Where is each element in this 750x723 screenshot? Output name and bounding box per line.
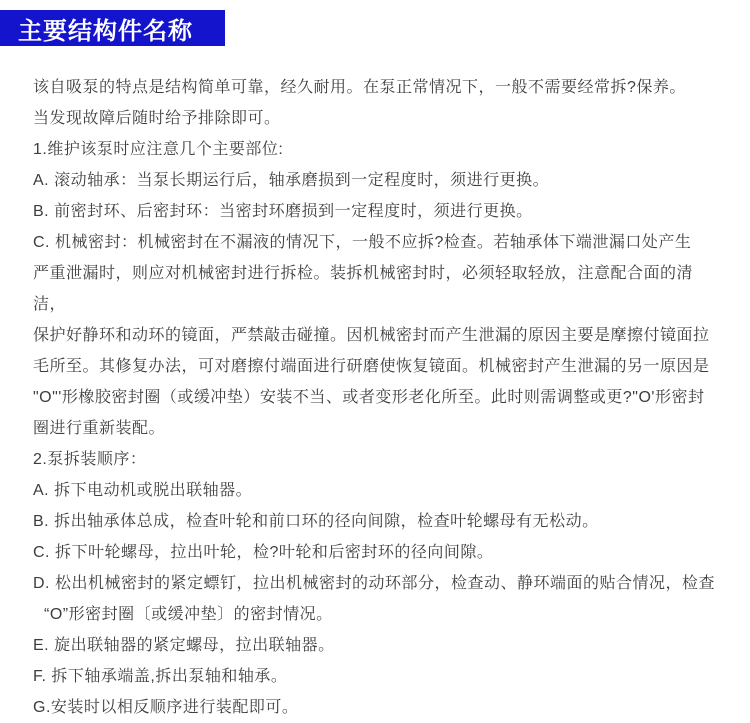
body-line: 2.泵拆装顺序： [33,451,147,468]
body-line: 圈进行重新装配。 [33,420,166,437]
body-line: 当发现故障后随时给予排除即可。 [33,110,281,127]
body-line: C. 机械密封：机械密封在不漏液的情况下，一般不应拆?检查。若轴承体下端泄漏口处产生 [33,234,692,251]
document-body [0,46,750,723]
section-title: 主要结构件名称 [18,17,193,45]
body-line: F. 拆下轴承端盖,拆出泵轴和轴承。 [33,668,288,685]
body-line: “O”形密封圈〔或缓冲垫〕的密封情况。 [44,606,333,623]
document-page [0,10,750,716]
body-line: G.安装时以相反顺序进行装配即可。 [33,699,299,716]
body-line: 严重泄漏时，则应对机械密封进行拆检。装拆机械密封时，必须轻取轻放，注意配合面的清洁， [33,265,694,313]
body-line: C. 拆下叶轮螺母，拉出叶轮，检?叶轮和后密封环的径向间隙。 [33,544,494,561]
body-line: "O"'形橡胶密封圈（或缓冲垫）安装不当、或者变形老化所至。此时则需调整或更?"O'形密封 [33,389,705,406]
body-line: E. 旋出联轴器的紧定螺母，拉出联轴器。 [33,637,335,654]
body-line: A. 拆下电动机或脱出联轴器。 [33,482,253,499]
body-line: A. 滚动轴承：当泵长期运行后，轴承磨损到一定程度时，须进行更换。 [33,172,550,189]
body-line: B. 拆出轴承体总成，检查叶轮和前口环的径向间隙，检查叶轮螺母有无松动。 [33,513,599,530]
body-line: 1.维护该泵时应注意几个主要部位: [33,141,284,158]
body-line: 该自吸泵的特点是结构简单可靠，经久耐用。在泵正常情况下，一般不需要经常拆?保养。 [33,79,686,96]
body-line: 毛所至。其修复办法，可对磨擦付端面进行研磨使恢复镜面。机械密封产生泄漏的另一原因是 [33,358,710,375]
section-title-bar [0,10,225,46]
body-line: B. 前密封环、后密封环：当密封环磨损到一定程度时，须进行更换。 [33,203,533,220]
body-line: D. 松出机械密封的紧定螵钉，拉出机械密封的动环部分，检查动、静环端面的贴合情况，检查 [33,575,715,592]
body-line: 保护好静环和动环的镜面，严禁敲击碰撞。因机械密封而产生泄漏的原因主要是摩擦付镜面拉 [33,327,710,344]
